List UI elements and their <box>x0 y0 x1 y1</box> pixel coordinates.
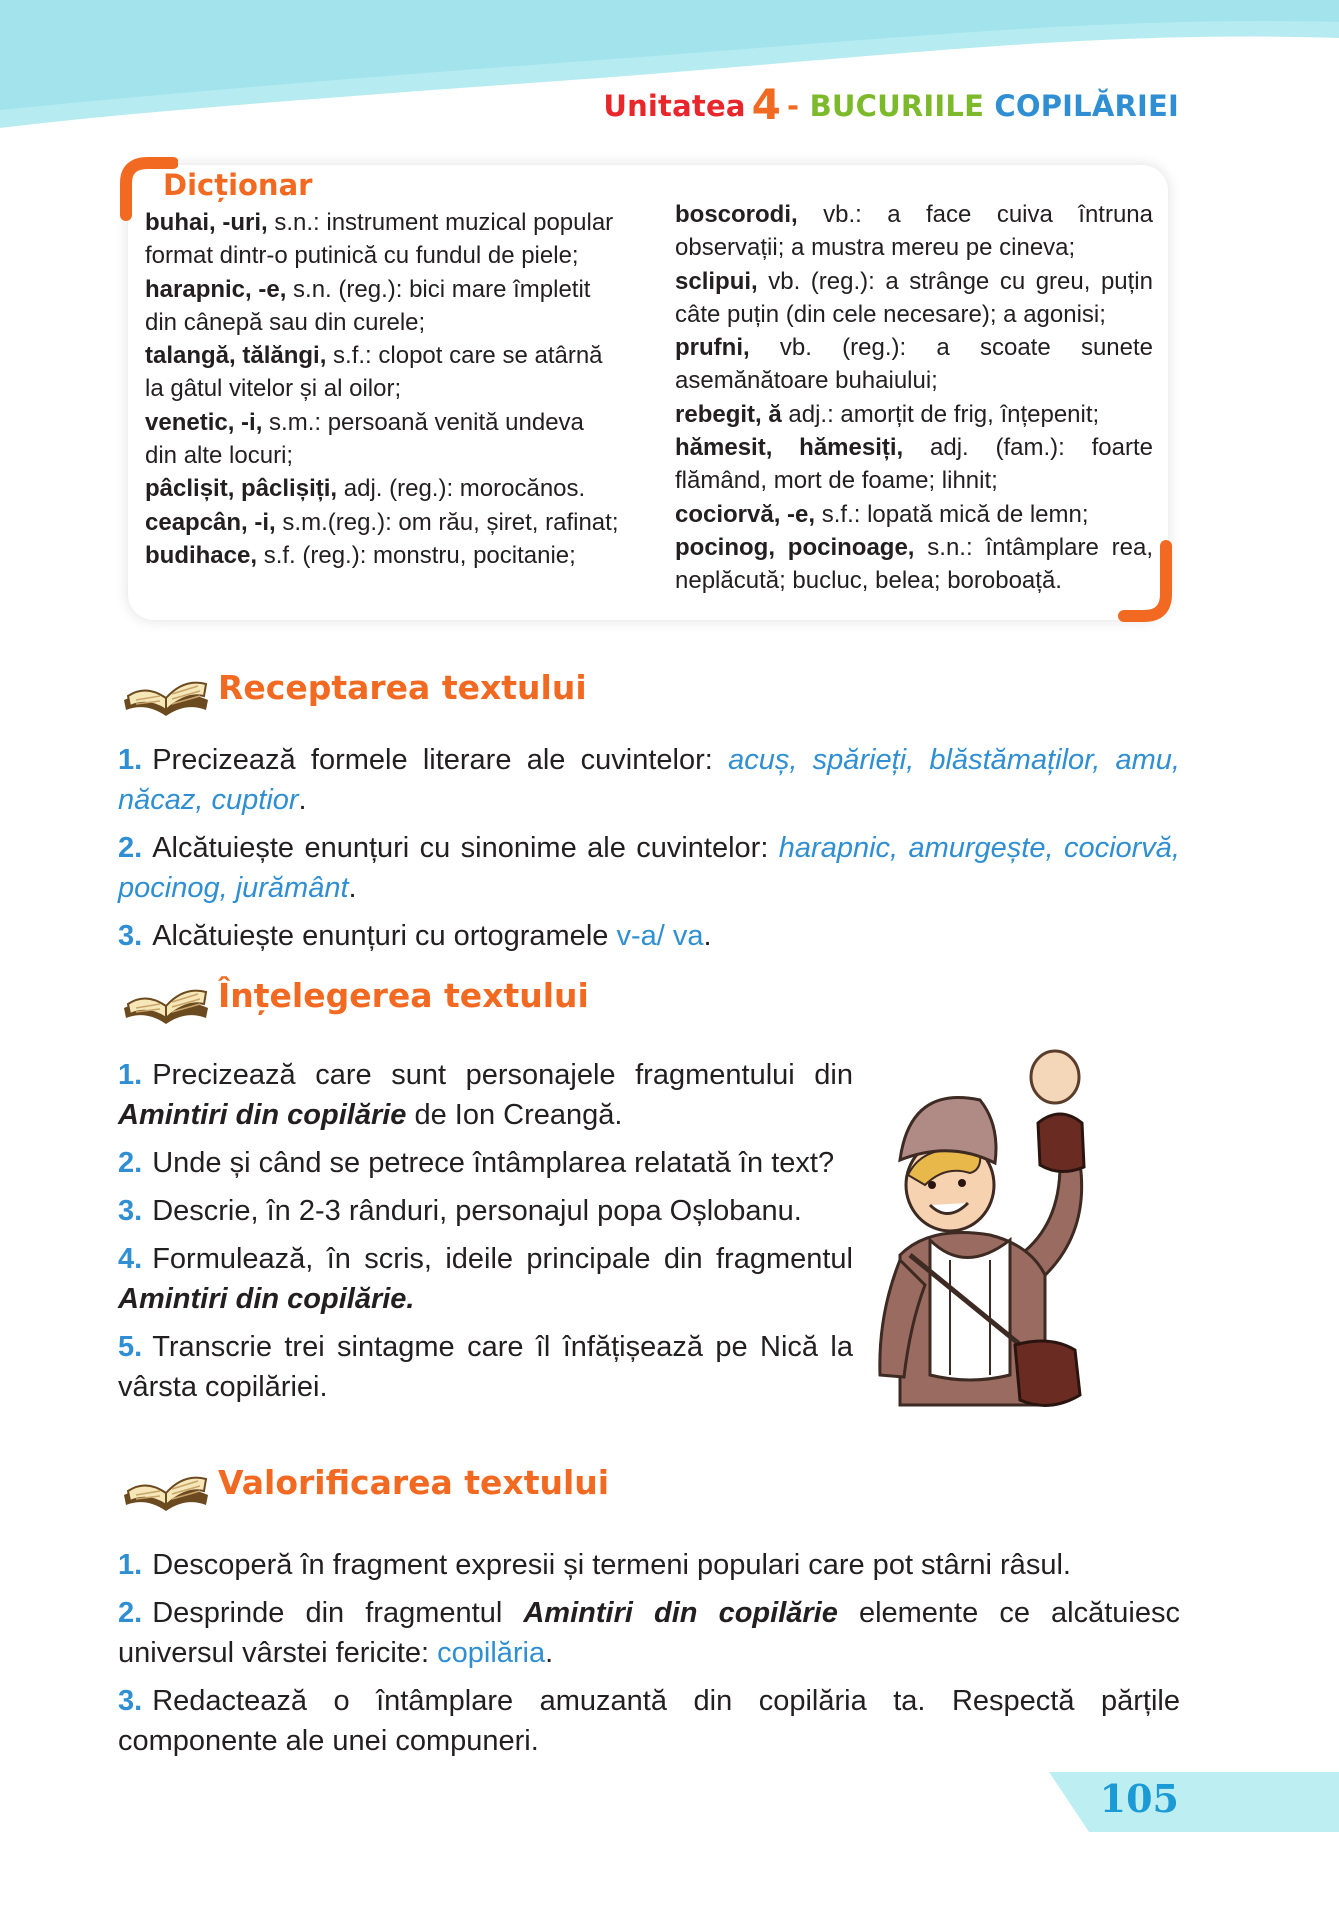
dictionary-entry: talangă, tălăngi, s.f.: clopot care se atârnă la gâtul vitelor și al oilor; <box>145 342 603 403</box>
exercise-item: 4. Formulează, în scris, ideile principale din fragmentul Amintiri din copilărie. <box>118 1243 853 1315</box>
exercise-item: 5. Transcrie trei sintagme care îl înfățișează pe Nică la vârsta copilăriei. <box>118 1331 853 1403</box>
open-book-icon <box>120 1455 212 1519</box>
dictionary-entry: venetic, -i, s.m.: persoană venită undeva din alte locuri; <box>145 408 584 470</box>
page-number-band <box>1049 1772 1339 1832</box>
dictionary-right-column <box>675 198 1153 598</box>
section-intelegere-heading <box>120 968 720 1038</box>
child-illustration <box>870 1045 1100 1425</box>
unit-header <box>603 80 1179 129</box>
valorificare-items <box>118 1545 1180 1769</box>
section-valorificare-heading <box>120 1455 720 1525</box>
dictionary-entry: cociorvă, -e, s.f.: lopată mică de lemn; <box>675 500 1089 528</box>
dictionary-entry: ceapcân, -i, s.m.(reg.): om rău, șiret, rafinat; <box>145 508 619 536</box>
unit-title-part1: BUCURIILE <box>809 89 985 123</box>
dictionary-entry: boscorodi, vb.: a face cuiva întruna observații; a mustra mereu pe cineva; <box>675 201 1153 262</box>
dictionary-entry: sclipui, vb. (reg.): a strânge cu greu, puțin câte puțin (din cele necesare); a agonisi; <box>675 267 1153 328</box>
dictionary-entry: harapnic, -e, s.n. (reg.): bici mare împletit din cânepă sau din curele; <box>145 275 591 336</box>
page-number: 105 <box>1099 1776 1179 1821</box>
dictionary-entry: budihace, s.f. (reg.): monstru, pocitanie; <box>145 541 576 569</box>
dictionary-entry: pocinog, pocinoage, s.n.: întâmplare rea, neplăcută; bucluc, belea; boroboață. <box>675 533 1153 595</box>
unit-number: 4 <box>751 80 782 129</box>
exercise-item: 1. Precizează formele literare ale cuvintelor: acuș, spărieți, blăstămaților, amu, năcaz, cuptior. <box>118 744 1180 816</box>
section-title: Valorificarea textului <box>218 1463 610 1502</box>
dictionary-entry: hămesit, hămesiți, adj. (fam.): foarte flămând, mort de foame; lihnit; <box>675 434 1154 495</box>
exercise-item: 3. Redactează o întâmplare amuzantă din copilăria ta. Respectă părțile componente ale unei compuneri. <box>118 1685 1180 1757</box>
exercise-item: 2. Alcătuiește enunțuri cu sinonime ale cuvintelor: harapnic, amurgește, cociorvă, pocinog, jurământ. <box>118 832 1180 904</box>
dictionary-left-column <box>145 206 620 572</box>
section-title: Înțelegerea textului <box>218 976 589 1015</box>
dictionary-entry: pâclișit, pâclișiți, adj. (reg.): morocănos. <box>145 475 586 503</box>
dictionary-entry: buhai, -uri, s.n.: instrument muzical popular format dintr-o putinică cu fundul de piele; <box>145 209 614 270</box>
dictionary-title: Dicționar <box>163 168 313 202</box>
open-book-icon <box>120 660 212 724</box>
exercise-item: 1. Descoperă în fragment expresii și termeni populari care pot stârni râsul. <box>118 1549 1071 1581</box>
exercise-item: 2. Desprinde din fragmentul Amintiri din copilărie elemente ce alcătuiesc universul vârstei fericite: copilăria. <box>118 1597 1181 1669</box>
unit-word: Unitatea <box>603 89 746 123</box>
section-title: Receptarea textului <box>218 668 587 707</box>
receptare-items <box>118 740 1180 964</box>
open-book-icon <box>120 968 212 1032</box>
exercise-item: 1. Precizează care sunt personajele fragmentului din Amintiri din copilărie de Ion Creangă. <box>118 1059 853 1131</box>
exercise-item: 3. Descrie, în 2-3 rânduri, personajul popa Oșlobanu. <box>118 1195 802 1227</box>
exercise-item: 2. Unde și când se petrece întâmplarea relatată în text? <box>118 1147 835 1179</box>
dictionary-entry: prufni, vb. (reg.): a scoate sunete asemănătoare buhaiului; <box>675 334 1153 395</box>
unit-dash: - <box>787 89 800 123</box>
dictionary-entry: rebegit, ă adj.: amorțit de frig, înțepenit; <box>675 400 1100 428</box>
unit-title-part2: COPILĂRIEI <box>994 89 1179 123</box>
section-receptare-heading <box>120 660 720 730</box>
exercise-item: 3. Alcătuiește enunțuri cu ortogramele v-a/ va. <box>118 920 712 952</box>
intelegere-items <box>118 1055 853 1415</box>
